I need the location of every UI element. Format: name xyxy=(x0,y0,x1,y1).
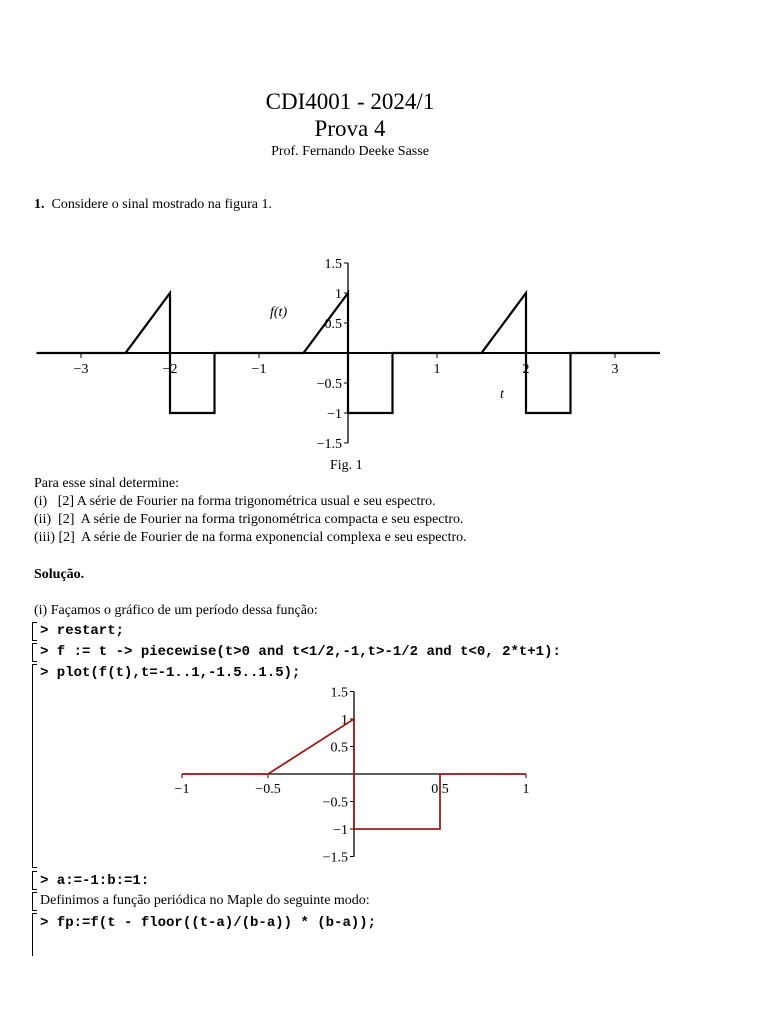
x-tick-label: −1 xyxy=(251,362,267,377)
figure-2-series xyxy=(182,719,526,829)
x-tick-label: −1 xyxy=(174,782,190,797)
x-axis-label: t xyxy=(500,387,504,402)
solution-step-2: Definimos a função periódica no Maple do seguinte modo: xyxy=(40,893,370,908)
task-item-3: (iii) [2] A série de Fourier de na forma exponencial complexa e seu espectro. xyxy=(34,530,467,545)
maple-input-fp[interactable]: > fp:=f(t - floor((t-a)/(b-a)) * (b-a)); xyxy=(40,915,377,931)
x-tick-label: 2 xyxy=(522,362,530,377)
y-tick-label: −0.5 xyxy=(322,795,348,811)
document-subtitle: Prova 4 xyxy=(314,116,386,141)
y-tick-label: −1 xyxy=(327,407,342,422)
task-item-1: (i) [2] A série de Fourier na forma trigonométrica usual e seu espectro. xyxy=(34,494,436,509)
y-tick-label: −1.5 xyxy=(316,437,342,452)
maple-input-plot[interactable]: > plot(f(t),t=-1..1,-1.5..1.5); xyxy=(40,665,301,681)
maple-group-bracket xyxy=(32,871,37,890)
y-tick-label: −1 xyxy=(333,823,348,838)
question-number: 1. xyxy=(34,197,45,212)
figure-2-plot xyxy=(0,680,768,870)
y-tick-label: 1.5 xyxy=(324,257,342,272)
maple-group-bracket xyxy=(32,913,37,956)
task-item-2: (ii) [2] A série de Fourier na forma trigonométrica compacta e seu espectro. xyxy=(34,512,464,527)
tasks-intro: Para esse sinal determine: xyxy=(34,476,180,491)
maple-group-bracket xyxy=(32,622,37,641)
x-tick-label: 3 xyxy=(611,362,619,377)
author-line: Prof. Fernando Deeke Sasse xyxy=(271,144,429,159)
figure-2-axes xyxy=(175,686,530,866)
maple-input-restart[interactable]: > restart; xyxy=(40,623,125,639)
y-tick-label: 1.5 xyxy=(330,685,348,701)
document-title: CDI4001 - 2024/1 xyxy=(265,89,435,114)
x-tick-label: 1 xyxy=(433,362,441,377)
solution-heading: Solução. xyxy=(34,567,85,582)
y-tick-label: 0.5 xyxy=(330,740,348,756)
figure-1-plot xyxy=(0,250,768,480)
x-tick-label: 1 xyxy=(522,782,530,797)
question-line xyxy=(34,197,272,213)
y-tick-label: 0.5 xyxy=(324,317,342,332)
maple-input-piecewise[interactable]: > f := t -> piecewise(t>0 and t<1/2,-1,t>-1/2 and t<0, 2*t+1): xyxy=(40,644,561,660)
y-tick-label: −0.5 xyxy=(316,377,342,392)
x-tick-label: −0.5 xyxy=(255,782,281,797)
figure-1-labels xyxy=(74,257,619,452)
x-tick-label: −3 xyxy=(73,362,89,377)
question-text: Considere o sinal mostrado na figura 1. xyxy=(51,197,272,212)
y-tick-label: 1 xyxy=(335,287,342,302)
y-tick-label: −1.5 xyxy=(322,850,348,866)
maple-input-ab[interactable]: > a:=-1:b:=1: xyxy=(40,873,150,889)
x-tick-label: 0.5 xyxy=(431,782,449,797)
piecewise-line xyxy=(182,719,526,829)
y-axis-label: f(t) xyxy=(270,305,288,320)
maple-group-bracket xyxy=(32,643,37,662)
y-tick-label: 1 xyxy=(341,713,348,728)
x-tick-label: −2 xyxy=(162,362,178,377)
solution-step-1: (i) Façamos o gráfico de um período dessa função: xyxy=(34,603,318,618)
maple-group-bracket xyxy=(32,892,37,911)
figure-1-caption: Fig. 1 xyxy=(330,458,363,473)
